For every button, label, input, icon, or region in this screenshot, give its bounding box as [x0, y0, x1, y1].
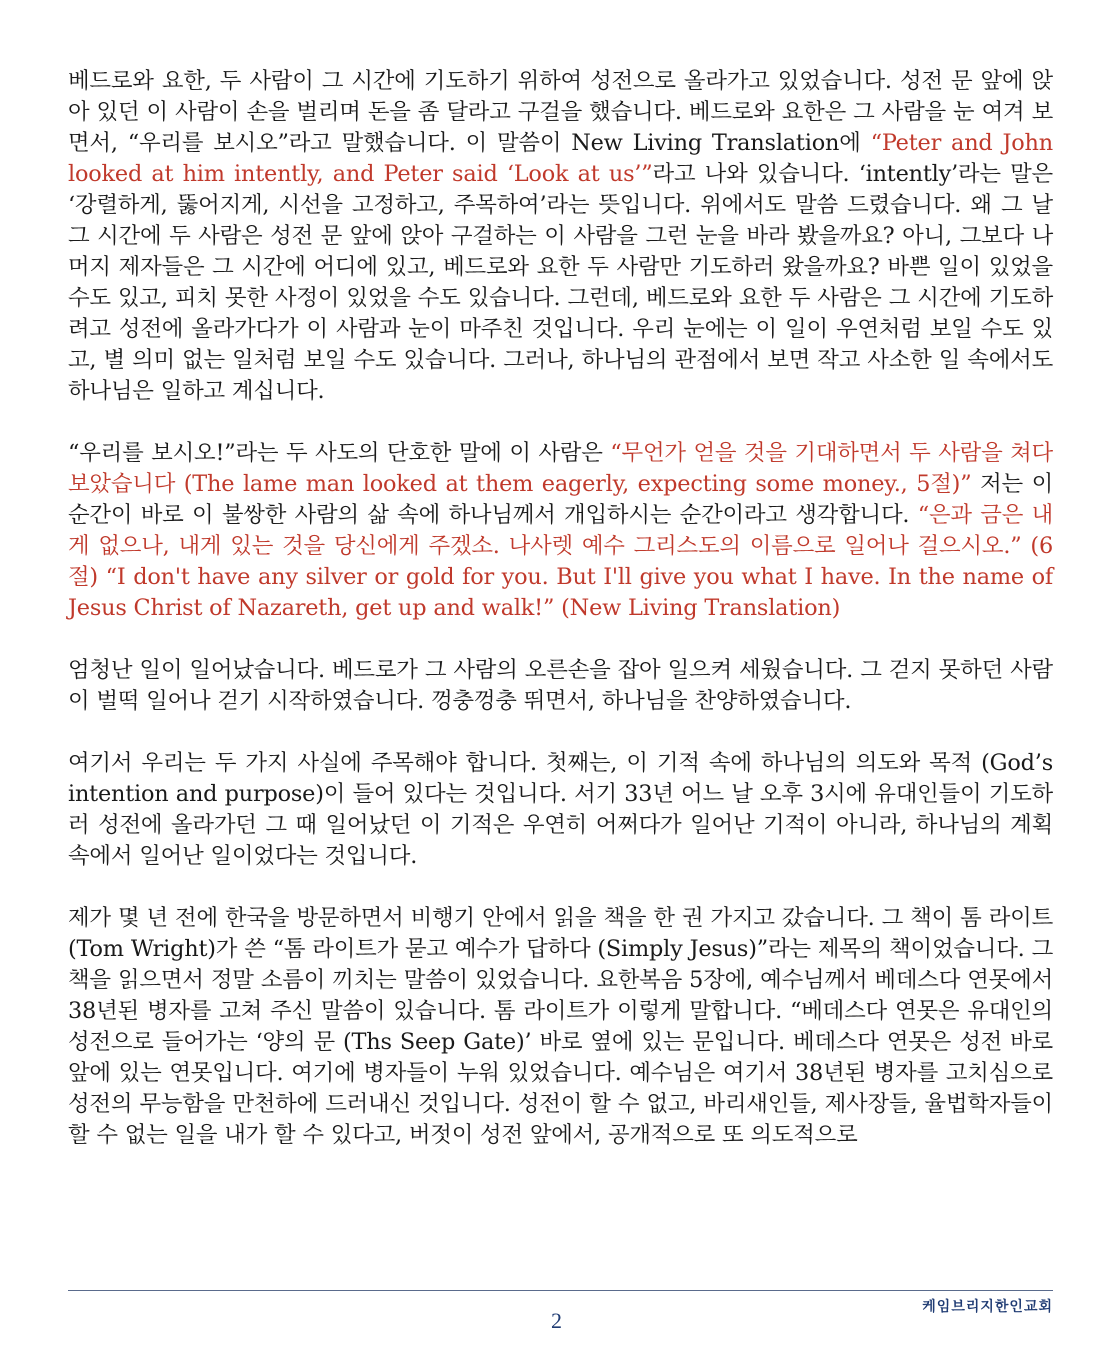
page-number: 2 [551, 1308, 562, 1333]
paragraph-2 [68, 438, 1053, 624]
church-name: 케임브리지한인교회 [922, 1299, 1053, 1315]
text-run: 라고 나와 있습니다. ‘intently’라는 말은 ‘강렬하게, 뚫어지게, 시선을 고정하고, 주목하여’라는 뜻입니다. 위에서도 말씀 드렸습니다. 왜 그 날 그 시간에 두 사람은 성전 문 앞에 앉아 구걸하는 이 사람을 그런 눈을 바라 봤을까요? 아니, 그보다 나머지 제자들은 그 시간에 어디에 있고, 베드로와 요한 두 사람만 기도하러 왔을까요? 바쁜 일이 있었을 수도 있고, 피치 못한 사정이 있었을 수도 있습니다. 그런데, 베드로와 요한 두 사람은 그 시간에 기도하려고 성전에 올라가다가 이 사람과 눈이 마주친 것입니다. 우리 눈에는 이 일이 우연처럼 보일 수도 있고, 별 의미 없는 일처럼 보일 수도 있습니다. 그러나, 하나님의 관점에서 보면 작고 사소한 일 속에서도 하나님은 일하고 계십니다. [68, 161, 1053, 404]
text-run: 제가 몇 년 전에 한국을 방문하면서 비행기 안에서 읽을 책을 한 권 가지고 갔습니다. 그 책이 톰 라이트 (Tom Wright)가 쓴 “톰 라이트가 묻고 예수가 답하다 (Simply Jesus)”라는 제목의 책이었습니다. 그 책을 읽으면서 정말 소름이 끼치는 말씀이 있었습니다. 요한복음 5장에, 예수님께서 베데스다 연못에서 38년된 병자를 고쳐 주신 말씀이 있습니다. 톰 라이트가 이렇게 말합니다. “베데스다 연못은 유대인의 성전으로 들어가는 ‘양의 문 (Ths Seep Gate)’ 바로 옆에 있는 문입니다. 베데스다 연못은 성전 바로 앞에 있는 연못입니다. 여기에 병자들이 누워 있었습니다. 예수님은 여기서 38년된 병자를 고치심으로 성전의 무능함을 만천하에 드러내신 것입니다. 성전이 할 수 없고, 바리새인들, 제사장들, 율법학자들이 할 수 없는 일을 내가 할 수 있다고, 버젓이 성전 앞에서, 공개적으로 또 의도적으로 [68, 905, 1053, 1148]
text-run: 저는 이 순간이 바로 이 불쌍한 사람의 삶 속에 하나님께서 개입하시는 순간이라고 생각합니다. [68, 471, 1053, 528]
footer-divider [68, 1290, 1053, 1291]
quote-run: “무언가 얻을 것을 기대하면서 두 사람을 쳐다보았습니다 (The lame man looked at them eagerly, expecting some money., 5절)” [68, 440, 1053, 497]
paragraph-1 [68, 66, 1053, 407]
paragraph-3 [68, 655, 1053, 717]
paragraph-5 [68, 903, 1053, 1151]
quote-run: “은과 금은 내게 없으나, 내게 있는 것을 당신에게 주겠소. 나사렛 예수 그리스도의 이름으로 일어나 걸으시오.” (6절) “I don't have any silver or gold for you. But I'll give you what I have. In the name of Jesus Christ of Nazareth, get up and walk!” (New Living Translation) [68, 502, 1053, 621]
text-run: 베드로와 요한, 두 사람이 그 시간에 기도하기 위하여 성전으로 올라가고 있었습니다. 성전 문 앞에 앉아 있던 이 사람이 손을 벌리며 돈을 좀 달라고 구걸을 했습니다. 베드로와 요한은 그 사람을 눈 여겨 보면서, “우리를 보시오”라고 말했습니다. 이 말씀이 New Living Translation에 [68, 68, 1053, 156]
text-run: 여기서 우리는 두 가지 사실에 주목해야 합니다. 첫째는, 이 기적 속에 하나님의 의도와 목적 (God’s intention and purpose)이 들어 있다는 것입니다. 서기 33년 어느 날 오후 3시에 유대인들이 기도하러 성전에 올라가던 그 때 일어났던 이 기적은 우연히 어쩌다가 일어난 기적이 아니라, 하나님의 계획 속에서 일어난 일이었다는 것입니다. [68, 750, 1053, 869]
paragraph-4 [68, 748, 1053, 872]
quote-run: “Peter and John looked at him intently, and Peter said ‘Look at us’” [68, 130, 1053, 187]
text-run: “우리를 보시오!”라는 두 사도의 단호한 말에 이 사람은 [68, 440, 611, 466]
text-run: 엄청난 일이 일어났습니다. 베드로가 그 사람의 오른손을 잡아 일으켜 세웠습니다. 그 걷지 못하던 사람이 벌떡 일어나 걷기 시작하였습니다. 껑충껑충 뛰면서, 하나님을 찬양하였습니다. [68, 657, 1053, 714]
document-body [68, 66, 1053, 1182]
